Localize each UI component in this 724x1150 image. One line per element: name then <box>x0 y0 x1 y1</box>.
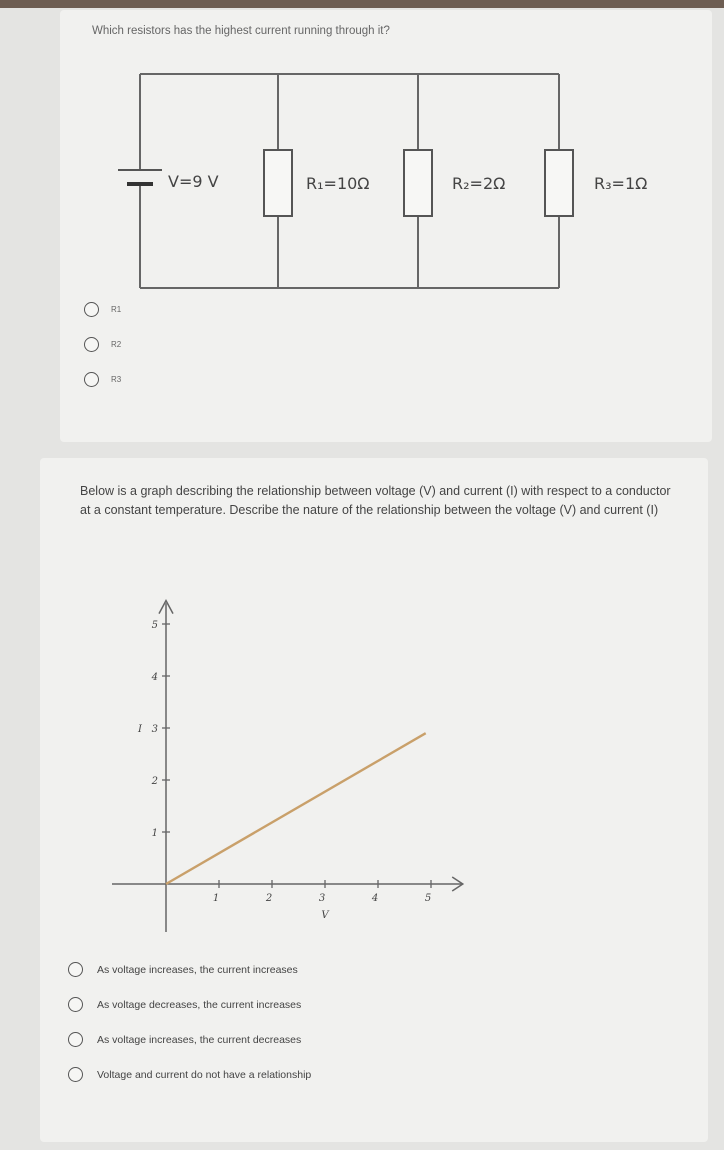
answer-option-label: As voltage increases, the current decreases <box>97 1034 302 1046</box>
resistor-r2-label: R₂=2Ω <box>452 174 506 193</box>
answer-option-4[interactable] <box>68 1067 311 1102</box>
answer-option-label: As voltage decreases, the current increases <box>97 999 302 1011</box>
x-tick-label: 5 <box>424 893 432 904</box>
answer-option-label: As voltage increases, the current increases <box>97 964 298 976</box>
radio-button[interactable] <box>68 1067 83 1082</box>
x-tick-label: 3 <box>318 893 326 904</box>
x-tick-label: 2 <box>265 893 273 904</box>
circuit-diagram <box>60 10 712 300</box>
answer-option-label: Voltage and current do not have a relationship <box>97 1069 312 1081</box>
radio-button[interactable] <box>68 962 83 977</box>
voltage-current-graph <box>40 458 708 938</box>
resistor-r3 <box>545 150 573 216</box>
answer-options <box>84 302 121 407</box>
answer-option-r3[interactable] <box>84 372 121 407</box>
radio-button[interactable] <box>68 1032 83 1047</box>
resistor-r1-label: R₁=10Ω <box>306 174 370 193</box>
radio-button[interactable] <box>68 997 83 1012</box>
answer-options <box>68 962 311 1102</box>
y-tick-label: 2 <box>151 776 158 787</box>
answer-option-label: R3 <box>111 375 122 384</box>
radio-button[interactable] <box>84 302 99 317</box>
y-tick-label: 4 <box>151 672 158 683</box>
battery-label: V=9 V <box>168 172 219 191</box>
radio-button[interactable] <box>84 337 99 352</box>
question-text: Below is a graph describing the relationship between voltage (V) and current (I) with respect to a conductor at a constant temperature. Describe the nature of the relationship between the voltage (V) and current (I) <box>80 484 671 517</box>
y-tick-label: 3 <box>151 724 158 735</box>
x-tick-label: 4 <box>371 893 379 904</box>
question-card-circuit <box>60 10 712 442</box>
answer-option-2[interactable] <box>68 997 311 1032</box>
y-tick-label: 1 <box>151 828 158 839</box>
data-line <box>166 733 426 884</box>
answer-option-3[interactable] <box>68 1032 311 1067</box>
answer-option-1[interactable] <box>68 962 311 997</box>
radio-button[interactable] <box>84 372 99 387</box>
answer-option-label: R1 <box>111 305 122 314</box>
question-text: Which resistors has the highest current running through it? <box>92 25 390 37</box>
resistor-r1 <box>264 150 292 216</box>
question-card-graph <box>40 458 708 1142</box>
resistor-r3-label: R₃=1Ω <box>594 174 648 193</box>
y-axis-label: I <box>138 724 142 735</box>
y-tick-label: 5 <box>151 620 158 631</box>
top-bar <box>0 0 724 8</box>
x-axis-label: V <box>321 910 329 921</box>
answer-option-label: R2 <box>111 340 122 349</box>
resistor-r2 <box>404 150 432 216</box>
answer-option-r1[interactable] <box>84 302 121 337</box>
answer-option-r2[interactable] <box>84 337 121 372</box>
x-tick-label: 1 <box>212 893 220 904</box>
